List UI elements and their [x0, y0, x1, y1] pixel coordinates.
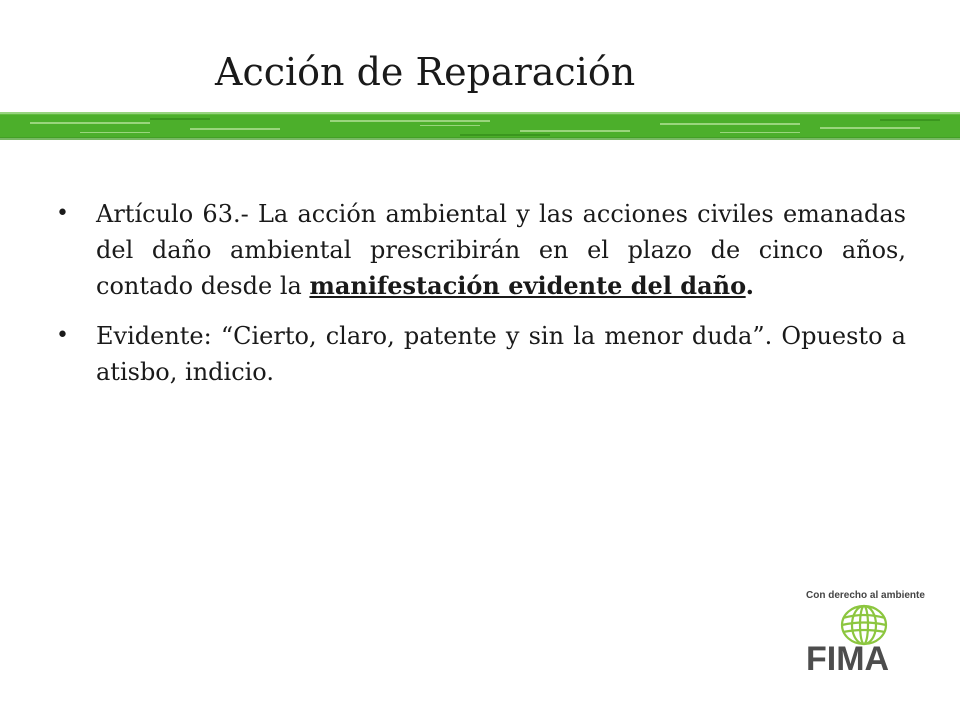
- slide-body: [56, 196, 906, 404]
- bullet-text-part: Artículo 63.- La acción ambiental y las acciones civiles emanadas del daño ambiental prescribirán en el plazo de cinco años, contado desde la: [96, 200, 906, 300]
- bullet-text: [96, 196, 906, 304]
- bullet-marker: •: [56, 201, 69, 226]
- bullet-marker: •: [56, 323, 69, 348]
- bullet-text: Evidente: “Cierto, claro, patente y sin la menor duda”. Opuesto a atisbo, indicio.: [96, 322, 906, 386]
- fima-logo: [806, 590, 925, 680]
- bullet-item: [56, 318, 906, 390]
- emphasis-text: manifestación evidente del daño: [309, 271, 746, 300]
- bullet-item: [56, 196, 906, 304]
- slide-title: Acción de Reparación: [215, 50, 636, 94]
- bullet-text-end: .: [745, 271, 755, 300]
- logo-name: FIMA: [806, 640, 890, 678]
- logo-tagline: Con derecho al ambiente: [806, 590, 925, 601]
- green-header-band: [0, 108, 960, 144]
